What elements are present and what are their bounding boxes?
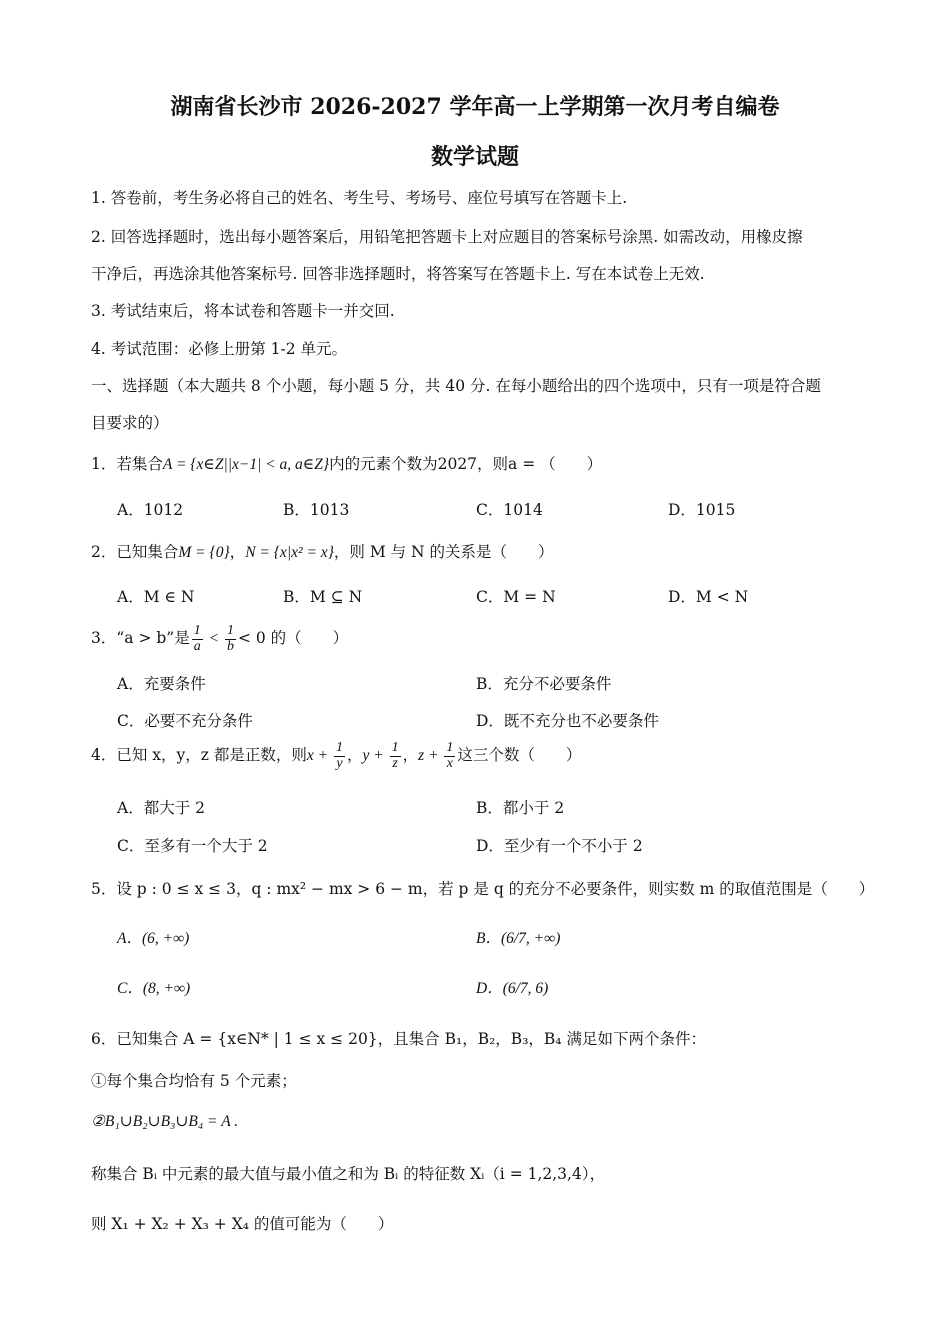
q1-option-c: C．1014 bbox=[476, 501, 543, 519]
q2-set-n: N = {x|x² = x} bbox=[245, 544, 334, 561]
q1-ask: a = （ ） bbox=[508, 455, 603, 473]
q3-post: < 0 的（ ） bbox=[237, 629, 349, 648]
q4-fraction-1-over-x: $\frac{1}{x}$ bbox=[446, 740, 454, 771]
q5-number: 5． bbox=[91, 880, 117, 898]
q1-option-d: D．1015 bbox=[668, 501, 736, 519]
q6-line-2: 称集合 Bᵢ 中元素的最大值与最小值之和为 Bᵢ 的特征数 Xᵢ（i = 1,2,3,4）， bbox=[91, 1165, 606, 1183]
q6-line-1: 已知集合 A = {x∈N* | 1 ≤ x ≤ 20}，且集合 B₁，B₂，B₃，B₄ 满足如下两个条件： bbox=[116, 1030, 706, 1048]
question-1 bbox=[91, 452, 602, 474]
instruction-4: 4. 考试范围：必修上册第 1-2 单元。 bbox=[91, 340, 348, 358]
question-4: 4．已知 x，y，z 都是正数，则x + $\frac{1}{y}$ ，y + $\frac{1}{z}$ ，z + $\frac{1}{x}$ 这三个数（ ） bbox=[91, 740, 582, 771]
instruction-2-cont: 干净后，再选涂其他答案标号. 回答非选择题时，将答案写在答题卡上. 写在本试卷上无效. bbox=[91, 265, 705, 283]
q4-pre: 已知 x，y，z 都是正数，则 bbox=[116, 746, 307, 765]
exam-subtitle: 数学试题 bbox=[430, 144, 519, 170]
q6-condition-2: ②B₁∪B₂∪B₃∪B₄ = A . bbox=[91, 1113, 239, 1130]
q2-option-d: D．M < N bbox=[668, 588, 749, 606]
question-5 bbox=[91, 877, 874, 899]
q5-option-b: B．(6/7, +∞) bbox=[476, 930, 561, 947]
q2-set-m: M = {0} bbox=[178, 544, 230, 561]
q3-option-a: A．充要条件 bbox=[117, 675, 206, 693]
q4-option-b: B．都小于 2 bbox=[476, 799, 565, 817]
q2-number: 2． bbox=[91, 543, 117, 561]
q4-option-d: D．至少有一个不小于 2 bbox=[476, 837, 643, 855]
q3-fraction-1-over-a: $\frac{1}{a}$ bbox=[193, 623, 201, 654]
q6-line-3: 则 X₁ + X₂ + X₃ + X₄ 的值可能为（ ） bbox=[91, 1215, 394, 1233]
section-heading-cont: 目要求的） bbox=[91, 414, 169, 432]
q2-pre: 已知集合 bbox=[116, 543, 179, 561]
q5-option-a: A．(6, +∞) bbox=[117, 930, 190, 947]
question-6 bbox=[91, 1027, 706, 1049]
q4-number: 4． bbox=[91, 746, 117, 765]
q5-option-c: C．(8, +∞) bbox=[117, 980, 191, 997]
question-3: 3．“a > b”是 $\frac{1}{a}$ < $\frac{1}{b}$ < 0 的（ ） bbox=[91, 623, 349, 654]
q6-condition-1: ①每个集合均恰有 5 个元素； bbox=[91, 1072, 297, 1090]
q4-option-c: C．至多有一个大于 2 bbox=[117, 837, 268, 855]
q2-option-b: B．M ⊆ N bbox=[283, 588, 363, 606]
q3-option-b: B．充分不必要条件 bbox=[476, 675, 612, 693]
q1-mid: 内的元素个数为2027，则 bbox=[329, 455, 509, 473]
q6-number: 6． bbox=[91, 1030, 117, 1048]
instruction-2: 2. 回答选择题时，选出每小题答案后，用铅笔把答题卡上对应题目的答案标号涂黑. 如需改动，用橡皮擦 bbox=[91, 228, 803, 246]
q1-number: 1． bbox=[91, 455, 117, 473]
q3-option-d: D．既不充分也不必要条件 bbox=[476, 712, 659, 730]
q1-pre: 若集合 bbox=[116, 455, 163, 473]
exam-title: 湖南省长沙市 2026-2027 学年高一上学期第一次月考自编卷 bbox=[170, 94, 780, 120]
q2-post: ，则 M 与 N 的关系是（ ） bbox=[333, 543, 554, 561]
q1-option-a: A．1012 bbox=[117, 501, 184, 519]
q2-sep: ， bbox=[229, 543, 246, 561]
question-2 bbox=[91, 540, 554, 562]
q4-option-a: A．都大于 2 bbox=[117, 799, 205, 817]
q4-fraction-1-over-y: $\frac{1}{y}$ bbox=[336, 740, 343, 771]
q1-set-expression: A = {x∈Z||x−1| < a, a∈Z} bbox=[162, 456, 330, 473]
q3-number: 3． bbox=[91, 629, 117, 648]
q5-option-d: D．(6/7, 6) bbox=[476, 980, 549, 997]
q4-fraction-1-over-z: $\frac{1}{z}$ bbox=[391, 740, 399, 771]
q3-option-c: C．必要不充分条件 bbox=[117, 712, 253, 730]
q2-option-a: A．M ∈ N bbox=[117, 588, 195, 606]
section-heading: 一、选择题（本大题共 8 个小题，每小题 5 分，共 40 分. 在每小题给出的四个选项中，只有一项是符合题 bbox=[91, 377, 821, 395]
q3-pre: “a > b”是 bbox=[116, 629, 190, 648]
q1-option-b: B．1013 bbox=[283, 501, 350, 519]
instruction-1: 1. 答卷前，考生务必将自己的姓名、考生号、考场号、座位号填写在答题卡上. bbox=[91, 189, 628, 207]
instruction-3: 3. 考试结束后，将本试卷和答题卡一并交回. bbox=[91, 302, 395, 320]
q3-fraction-1-over-b: $\frac{1}{b}$ bbox=[226, 623, 234, 654]
q4-post: 这三个数（ ） bbox=[457, 746, 582, 765]
q5-text: 设 p : 0 ≤ x ≤ 3，q : mx² − mx > 6 − m，若 p 是 q 的充分不必要条件，则实数 m 的取值范围是（ ） bbox=[116, 880, 875, 898]
q2-option-c: C．M = N bbox=[476, 588, 556, 606]
